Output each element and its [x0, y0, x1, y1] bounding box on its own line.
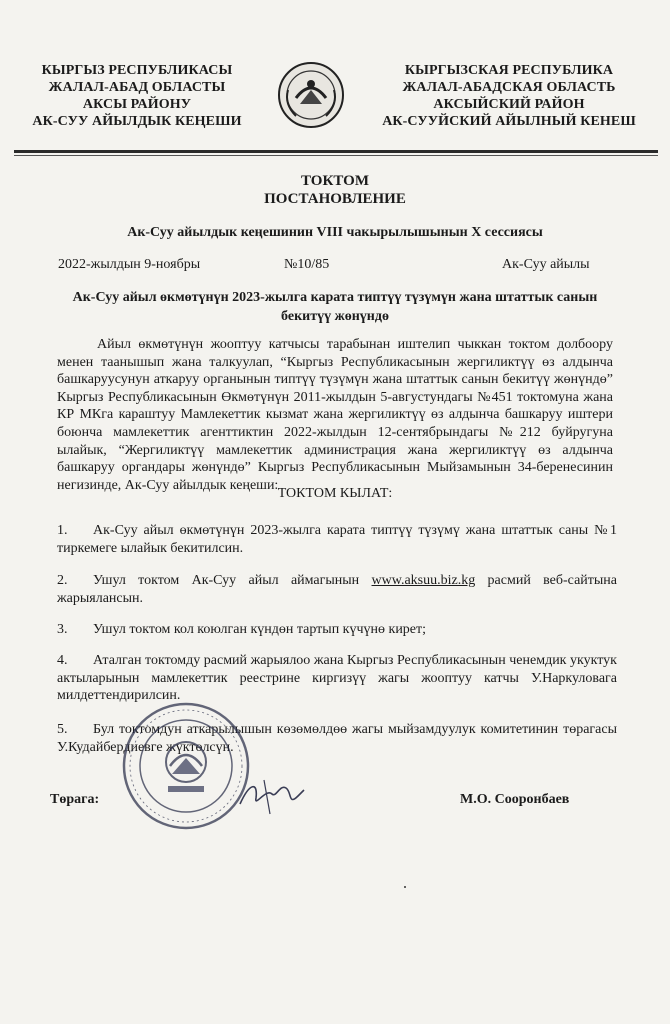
item-text: Ушул токтом кол коюлган күндөн тартып күчүнө кирет;	[93, 622, 427, 637]
item-text: Аталган токтомду расмий жарыялоо жана Кыргыз Республикасынын ченемдик укуктук актыларынын мамлекеттик реестрине киргизүү жагы жооптуу катчы У.Наркуловага милдеттендирилсин.	[57, 653, 617, 704]
chairman-name: М.О. Сооронбаев	[460, 792, 570, 807]
document-title-ru: ПОСТАНОВЛЕНИЕ	[264, 191, 406, 207]
item-number: 4.	[57, 653, 68, 668]
header-right-line: КЫРГЫЗСКАЯ РЕСПУБЛИКА	[404, 63, 614, 78]
header-left-line: АК-СУУ АЙЫЛДЫК КЕҢЕШИ	[32, 114, 242, 129]
item-number: 1.	[57, 523, 68, 538]
item-text: расмий веб-сайтына жарыялансын.	[57, 573, 618, 606]
header-left-line: АКСЫ РАЙОНУ	[82, 97, 192, 112]
item-text: Бул токтомдун аткарылышын көзөмөлдөө жагы мыйзамдуулук комитетинин төрагасы У.Кудайбердиевге жүктөлсүн.	[57, 722, 617, 755]
item-text: Ушул токтом Ак-Суу айыл аймагынын	[93, 573, 372, 588]
state-emblem-icon	[276, 60, 346, 130]
header-right	[364, 62, 654, 130]
official-seal-icon	[120, 700, 252, 832]
header-left-line: КЫРГЫЗ РЕСПУБЛИКАСЫ	[41, 63, 233, 78]
document-title: ТОКТОМ	[301, 173, 369, 189]
header-left	[22, 62, 252, 130]
list-item	[57, 572, 617, 607]
list-item	[57, 652, 617, 705]
header-right-line: ЖАЛАЛ-АБАДСКАЯ ОБЛАСТЬ	[402, 80, 616, 95]
header-right-line: АК-СУУЙСКИЙ АЙЫЛНЫЙ КЕНЕШ	[382, 114, 636, 129]
website-link[interactable]: www.aksuu.biz.kg	[371, 573, 476, 588]
preamble-paragraph: Айыл өкмөтүнүн жооптуу катчысы тарабынан иштелип чыккан токтом долбоору менен таанышып жана талкуулап, “Кыргыз Республикасынын жергиликтүү өз алдынча башкаруусунун аткаруу органынын типтүү түзүмүн жана штаттык санын бекитүү жөнүндө” Кыргыз Республикасынын Өкмөтүнүн 2011-жылдын 5-августундагы №451 токтомуна жана КР МКга караштуу Мамлекеттик кызмат жана жергиликтүү өз алдынча башкаруу иштери боюнча мамлекеттик агенттиктин 2022-жылдын 12-сентябрындагы №212 буйругуна ылайык, “Жергиликтүү мамлекеттик администрация жана жергиликтүү өз алдынча башкаруу органдары жөнүндө” Кыргыз Республикасынын Мыйзамынын 34-беренесинин негизинде, Ак-Суу айылдык кеңеши:	[57, 337, 613, 493]
item-number: 2.	[57, 573, 68, 588]
header-divider	[14, 150, 658, 153]
session-heading: Ак-Суу айылдык кеңешинин VIII чакырылышынын Х сессиясы	[127, 225, 543, 240]
header-divider-thin	[14, 155, 658, 156]
document-subject: Ак-Суу айыл өкмөтүнүн 2023-жылга карата типтүү түзүмүн жана штаттык санын бекитүү жөнүндө	[72, 290, 598, 324]
document-number: №10/85	[284, 257, 330, 272]
chairman-label: Төрага:	[50, 792, 100, 807]
speck	[404, 886, 406, 888]
document-place: Ак-Суу айылы	[502, 257, 590, 272]
item-number: 3.	[57, 622, 68, 637]
list-item	[57, 621, 617, 639]
decree-heading: ТОКТОМ КЫЛАТ:	[277, 486, 393, 501]
handwritten-signature-icon	[236, 774, 308, 818]
list-item	[57, 522, 617, 557]
document-date: 2022-жылдын 9-ноябры	[58, 257, 201, 272]
header-right-line: АКСЫЙСКИЙ РАЙОН	[433, 97, 585, 112]
item-text: Ак-Суу айыл өкмөтүнүн 2023-жылга карата типтүү түзүмү жана штаттык саны №1 тиркемеге ылайык бекитилсин.	[57, 523, 617, 556]
item-number: 5.	[57, 722, 68, 737]
header-left-line: ЖАЛАЛ-АБАД ОБЛАСТЫ	[48, 80, 226, 95]
